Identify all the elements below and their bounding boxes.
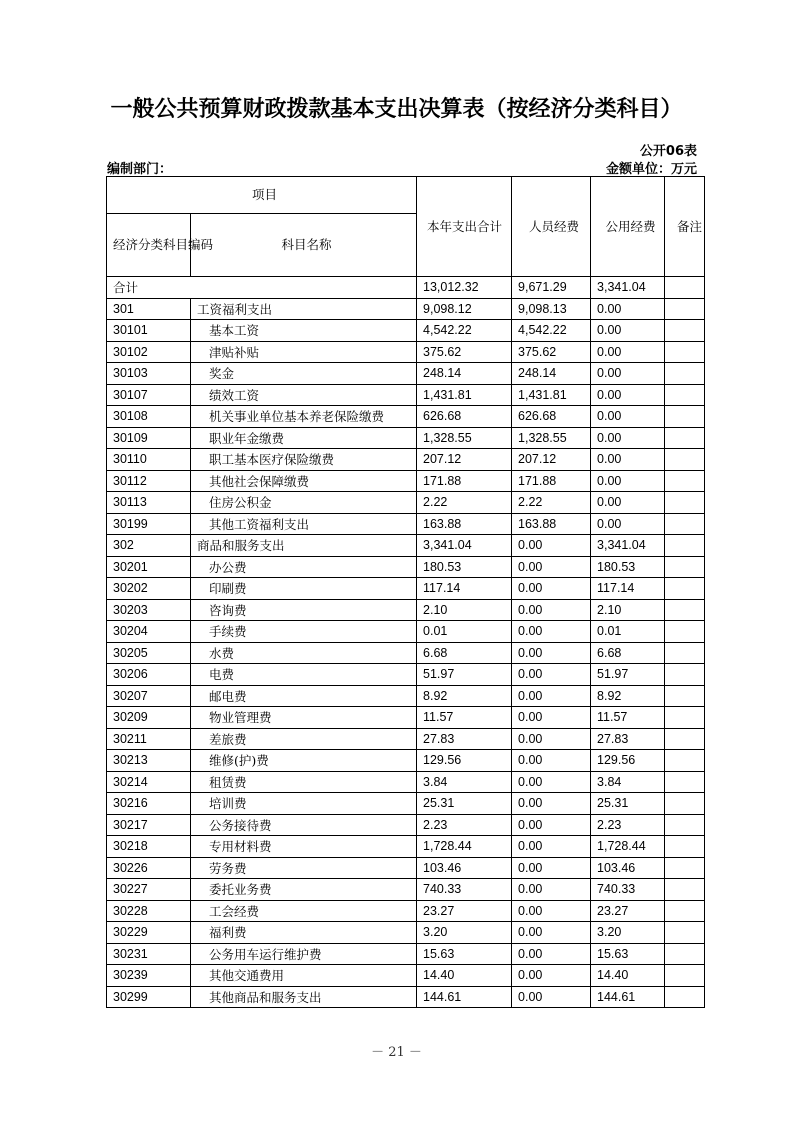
row-code: 30205 xyxy=(107,642,191,664)
row-code: 30102 xyxy=(107,341,191,363)
row-name: 专用材料费 xyxy=(191,836,417,858)
row-total: 4,542.22 xyxy=(417,320,512,342)
header-item: 项目 xyxy=(107,177,417,214)
header-personnel: 人员经费 xyxy=(512,177,591,277)
table-row xyxy=(107,965,705,987)
row-note xyxy=(665,986,705,1008)
row-name: 津贴补贴 xyxy=(191,341,417,363)
row-total: 3.84 xyxy=(417,771,512,793)
row-personnel: 0.00 xyxy=(512,728,591,750)
row-code: 30207 xyxy=(107,685,191,707)
row-note xyxy=(665,750,705,772)
row-code: 合计 xyxy=(107,277,417,299)
row-public: 1,728.44 xyxy=(591,836,665,858)
table-row xyxy=(107,986,705,1008)
row-public: 15.63 xyxy=(591,943,665,965)
row-code: 30107 xyxy=(107,384,191,406)
row-name: 其他工资福利支出 xyxy=(191,513,417,535)
row-total: 9,098.12 xyxy=(417,298,512,320)
table-row xyxy=(107,578,705,600)
row-public: 11.57 xyxy=(591,707,665,729)
row-code: 30101 xyxy=(107,320,191,342)
row-total: 248.14 xyxy=(417,363,512,385)
table-row xyxy=(107,363,705,385)
row-total: 163.88 xyxy=(417,513,512,535)
row-total: 51.97 xyxy=(417,664,512,686)
row-note xyxy=(665,320,705,342)
table-row xyxy=(107,728,705,750)
row-name: 工资福利支出 xyxy=(191,298,417,320)
row-total: 15.63 xyxy=(417,943,512,965)
row-total: 1,728.44 xyxy=(417,836,512,858)
row-name: 住房公积金 xyxy=(191,492,417,514)
row-personnel: 1,431.81 xyxy=(512,384,591,406)
table-row xyxy=(107,814,705,836)
row-name: 咨询费 xyxy=(191,599,417,621)
table-row xyxy=(107,922,705,944)
row-public: 0.00 xyxy=(591,320,665,342)
row-personnel: 4,542.22 xyxy=(512,320,591,342)
row-personnel: 626.68 xyxy=(512,406,591,428)
row-note xyxy=(665,857,705,879)
row-code: 302 xyxy=(107,535,191,557)
row-public: 0.01 xyxy=(591,621,665,643)
row-total: 171.88 xyxy=(417,470,512,492)
row-note xyxy=(665,707,705,729)
row-code: 30228 xyxy=(107,900,191,922)
table-row xyxy=(107,535,705,557)
row-total: 25.31 xyxy=(417,793,512,815)
row-personnel: 0.00 xyxy=(512,814,591,836)
row-personnel: 0.00 xyxy=(512,750,591,772)
row-note xyxy=(665,427,705,449)
page-title: 一般公共预算财政拨款基本支出决算表（按经济分类科目） xyxy=(110,97,683,122)
row-public: 0.00 xyxy=(591,363,665,385)
row-total: 13,012.32 xyxy=(417,277,512,299)
row-personnel: 0.00 xyxy=(512,771,591,793)
table-row xyxy=(107,793,705,815)
row-total: 3.20 xyxy=(417,922,512,944)
row-total: 180.53 xyxy=(417,556,512,578)
table-row xyxy=(107,513,705,535)
row-note xyxy=(665,492,705,514)
row-name: 租赁费 xyxy=(191,771,417,793)
row-name: 公务用车运行维护费 xyxy=(191,943,417,965)
row-personnel: 0.00 xyxy=(512,664,591,686)
row-personnel: 0.00 xyxy=(512,986,591,1008)
row-code: 30226 xyxy=(107,857,191,879)
table-row xyxy=(107,427,705,449)
row-public: 3.84 xyxy=(591,771,665,793)
row-public: 25.31 xyxy=(591,793,665,815)
row-personnel: 1,328.55 xyxy=(512,427,591,449)
row-public: 103.46 xyxy=(591,857,665,879)
row-note xyxy=(665,599,705,621)
row-name: 培训费 xyxy=(191,793,417,815)
row-note xyxy=(665,879,705,901)
row-total: 14.40 xyxy=(417,965,512,987)
row-personnel: 163.88 xyxy=(512,513,591,535)
row-name: 电费 xyxy=(191,664,417,686)
row-note xyxy=(665,449,705,471)
row-personnel: 0.00 xyxy=(512,836,591,858)
table-row xyxy=(107,685,705,707)
row-name: 其他商品和服务支出 xyxy=(191,986,417,1008)
row-note xyxy=(665,664,705,686)
row-personnel: 0.00 xyxy=(512,642,591,664)
row-name: 邮电费 xyxy=(191,685,417,707)
header-note: 备注 xyxy=(665,177,705,277)
row-public: 0.00 xyxy=(591,298,665,320)
row-name: 职业年金缴费 xyxy=(191,427,417,449)
row-personnel: 0.00 xyxy=(512,707,591,729)
row-code: 30211 xyxy=(107,728,191,750)
row-name: 维修(护)费 xyxy=(191,750,417,772)
row-public: 51.97 xyxy=(591,664,665,686)
row-total: 23.27 xyxy=(417,900,512,922)
table-row xyxy=(107,707,705,729)
row-note xyxy=(665,728,705,750)
row-public: 0.00 xyxy=(591,492,665,514)
row-note xyxy=(665,578,705,600)
row-code: 30214 xyxy=(107,771,191,793)
row-code: 30299 xyxy=(107,986,191,1008)
row-note xyxy=(665,363,705,385)
row-note xyxy=(665,685,705,707)
row-total: 2.22 xyxy=(417,492,512,514)
row-code: 30203 xyxy=(107,599,191,621)
table-row xyxy=(107,836,705,858)
row-public: 2.10 xyxy=(591,599,665,621)
row-code: 30113 xyxy=(107,492,191,514)
row-code: 30202 xyxy=(107,578,191,600)
row-personnel: 9,671.29 xyxy=(512,277,591,299)
row-total: 740.33 xyxy=(417,879,512,901)
row-public: 23.27 xyxy=(591,900,665,922)
table-row xyxy=(107,277,705,299)
row-code: 30103 xyxy=(107,363,191,385)
row-name: 水费 xyxy=(191,642,417,664)
table-row xyxy=(107,879,705,901)
row-name: 公务接待费 xyxy=(191,814,417,836)
row-personnel: 207.12 xyxy=(512,449,591,471)
row-public: 740.33 xyxy=(591,879,665,901)
row-name: 印刷费 xyxy=(191,578,417,600)
table-row xyxy=(107,556,705,578)
row-note xyxy=(665,556,705,578)
row-code: 30218 xyxy=(107,836,191,858)
table-row xyxy=(107,320,705,342)
row-code: 30199 xyxy=(107,513,191,535)
row-name: 办公费 xyxy=(191,556,417,578)
form-number: 公开06表 xyxy=(639,144,697,159)
row-public: 14.40 xyxy=(591,965,665,987)
row-public: 117.14 xyxy=(591,578,665,600)
row-public: 144.61 xyxy=(591,986,665,1008)
row-code: 30217 xyxy=(107,814,191,836)
row-code: 30213 xyxy=(107,750,191,772)
row-personnel: 0.00 xyxy=(512,578,591,600)
table-row xyxy=(107,470,705,492)
row-personnel: 171.88 xyxy=(512,470,591,492)
row-personnel: 0.00 xyxy=(512,621,591,643)
row-total: 375.62 xyxy=(417,341,512,363)
row-note xyxy=(665,900,705,922)
header-name: 科目名称 xyxy=(191,214,417,277)
row-total: 27.83 xyxy=(417,728,512,750)
row-personnel: 0.00 xyxy=(512,900,591,922)
row-name: 商品和服务支出 xyxy=(191,535,417,557)
row-total: 626.68 xyxy=(417,406,512,428)
row-total: 129.56 xyxy=(417,750,512,772)
row-public: 0.00 xyxy=(591,449,665,471)
header-row-1 xyxy=(107,177,705,214)
row-public: 0.00 xyxy=(591,406,665,428)
unit-label: 金额单位：万元 xyxy=(605,162,697,177)
row-name: 劳务费 xyxy=(191,857,417,879)
row-public: 180.53 xyxy=(591,556,665,578)
row-personnel: 375.62 xyxy=(512,341,591,363)
row-personnel: 9,098.13 xyxy=(512,298,591,320)
expenditure-table xyxy=(106,176,705,1008)
row-name: 职工基本医疗保险缴费 xyxy=(191,449,417,471)
row-public: 0.00 xyxy=(591,427,665,449)
row-total: 2.10 xyxy=(417,599,512,621)
row-note xyxy=(665,384,705,406)
row-personnel: 0.00 xyxy=(512,943,591,965)
row-personnel: 248.14 xyxy=(512,363,591,385)
row-name: 奖金 xyxy=(191,363,417,385)
row-total: 8.92 xyxy=(417,685,512,707)
row-code: 30227 xyxy=(107,879,191,901)
row-public: 0.00 xyxy=(591,513,665,535)
row-total: 144.61 xyxy=(417,986,512,1008)
row-note xyxy=(665,922,705,944)
row-personnel: 0.00 xyxy=(512,793,591,815)
header-public: 公用经费 xyxy=(591,177,665,277)
table-row xyxy=(107,750,705,772)
row-total: 0.01 xyxy=(417,621,512,643)
row-total: 1,431.81 xyxy=(417,384,512,406)
row-note xyxy=(665,341,705,363)
row-code: 30108 xyxy=(107,406,191,428)
table-row xyxy=(107,384,705,406)
row-code: 30201 xyxy=(107,556,191,578)
row-note xyxy=(665,836,705,858)
row-personnel: 0.00 xyxy=(512,556,591,578)
row-personnel: 0.00 xyxy=(512,685,591,707)
row-personnel: 0.00 xyxy=(512,599,591,621)
row-total: 2.23 xyxy=(417,814,512,836)
row-note xyxy=(665,470,705,492)
row-code: 30110 xyxy=(107,449,191,471)
row-note xyxy=(665,814,705,836)
row-name: 差旅费 xyxy=(191,728,417,750)
row-name: 绩效工资 xyxy=(191,384,417,406)
row-code: 30229 xyxy=(107,922,191,944)
row-name: 福利费 xyxy=(191,922,417,944)
row-code: 30239 xyxy=(107,965,191,987)
row-note xyxy=(665,535,705,557)
row-code: 30231 xyxy=(107,943,191,965)
table-row xyxy=(107,341,705,363)
row-total: 117.14 xyxy=(417,578,512,600)
row-public: 0.00 xyxy=(591,470,665,492)
row-name: 其他交通费用 xyxy=(191,965,417,987)
row-public: 27.83 xyxy=(591,728,665,750)
row-personnel: 0.00 xyxy=(512,965,591,987)
row-name: 机关事业单位基本养老保险缴费 xyxy=(191,406,417,428)
table-row xyxy=(107,664,705,686)
table-row xyxy=(107,771,705,793)
table-row xyxy=(107,642,705,664)
table-row xyxy=(107,406,705,428)
row-total: 103.46 xyxy=(417,857,512,879)
row-name: 其他社会保障缴费 xyxy=(191,470,417,492)
row-note xyxy=(665,298,705,320)
row-total: 1,328.55 xyxy=(417,427,512,449)
table-row xyxy=(107,943,705,965)
row-name: 手续费 xyxy=(191,621,417,643)
row-note xyxy=(665,943,705,965)
row-public: 0.00 xyxy=(591,384,665,406)
row-code: 30209 xyxy=(107,707,191,729)
header-total: 本年支出合计 xyxy=(417,177,512,277)
department-label: 编制部门： xyxy=(107,162,173,177)
header-code: 经济分类科目编码 xyxy=(107,214,191,277)
row-code: 30204 xyxy=(107,621,191,643)
row-note xyxy=(665,513,705,535)
row-public: 129.56 xyxy=(591,750,665,772)
row-code: 30216 xyxy=(107,793,191,815)
row-note xyxy=(665,771,705,793)
row-name: 工会经费 xyxy=(191,900,417,922)
row-total: 207.12 xyxy=(417,449,512,471)
table-row xyxy=(107,857,705,879)
row-personnel: 0.00 xyxy=(512,535,591,557)
row-note xyxy=(665,621,705,643)
row-personnel: 2.22 xyxy=(512,492,591,514)
row-note xyxy=(665,406,705,428)
row-note xyxy=(665,793,705,815)
table-row xyxy=(107,449,705,471)
row-public: 0.00 xyxy=(591,341,665,363)
row-public: 8.92 xyxy=(591,685,665,707)
row-name: 委托业务费 xyxy=(191,879,417,901)
row-total: 3,341.04 xyxy=(417,535,512,557)
row-name: 基本工资 xyxy=(191,320,417,342)
page-number: － 21 － xyxy=(371,1045,422,1060)
row-total: 6.68 xyxy=(417,642,512,664)
row-note xyxy=(665,642,705,664)
table-row xyxy=(107,492,705,514)
row-code: 30206 xyxy=(107,664,191,686)
row-personnel: 0.00 xyxy=(512,879,591,901)
row-code: 301 xyxy=(107,298,191,320)
row-public: 3.20 xyxy=(591,922,665,944)
row-personnel: 0.00 xyxy=(512,922,591,944)
row-public: 3,341.04 xyxy=(591,535,665,557)
table-row xyxy=(107,298,705,320)
row-public: 3,341.04 xyxy=(591,277,665,299)
row-name: 物业管理费 xyxy=(191,707,417,729)
row-public: 2.23 xyxy=(591,814,665,836)
row-total: 11.57 xyxy=(417,707,512,729)
row-note xyxy=(665,277,705,299)
row-note xyxy=(665,965,705,987)
row-personnel: 0.00 xyxy=(512,857,591,879)
table-row xyxy=(107,621,705,643)
row-code: 30112 xyxy=(107,470,191,492)
table-row xyxy=(107,599,705,621)
row-code: 30109 xyxy=(107,427,191,449)
table-row xyxy=(107,900,705,922)
row-public: 6.68 xyxy=(591,642,665,664)
